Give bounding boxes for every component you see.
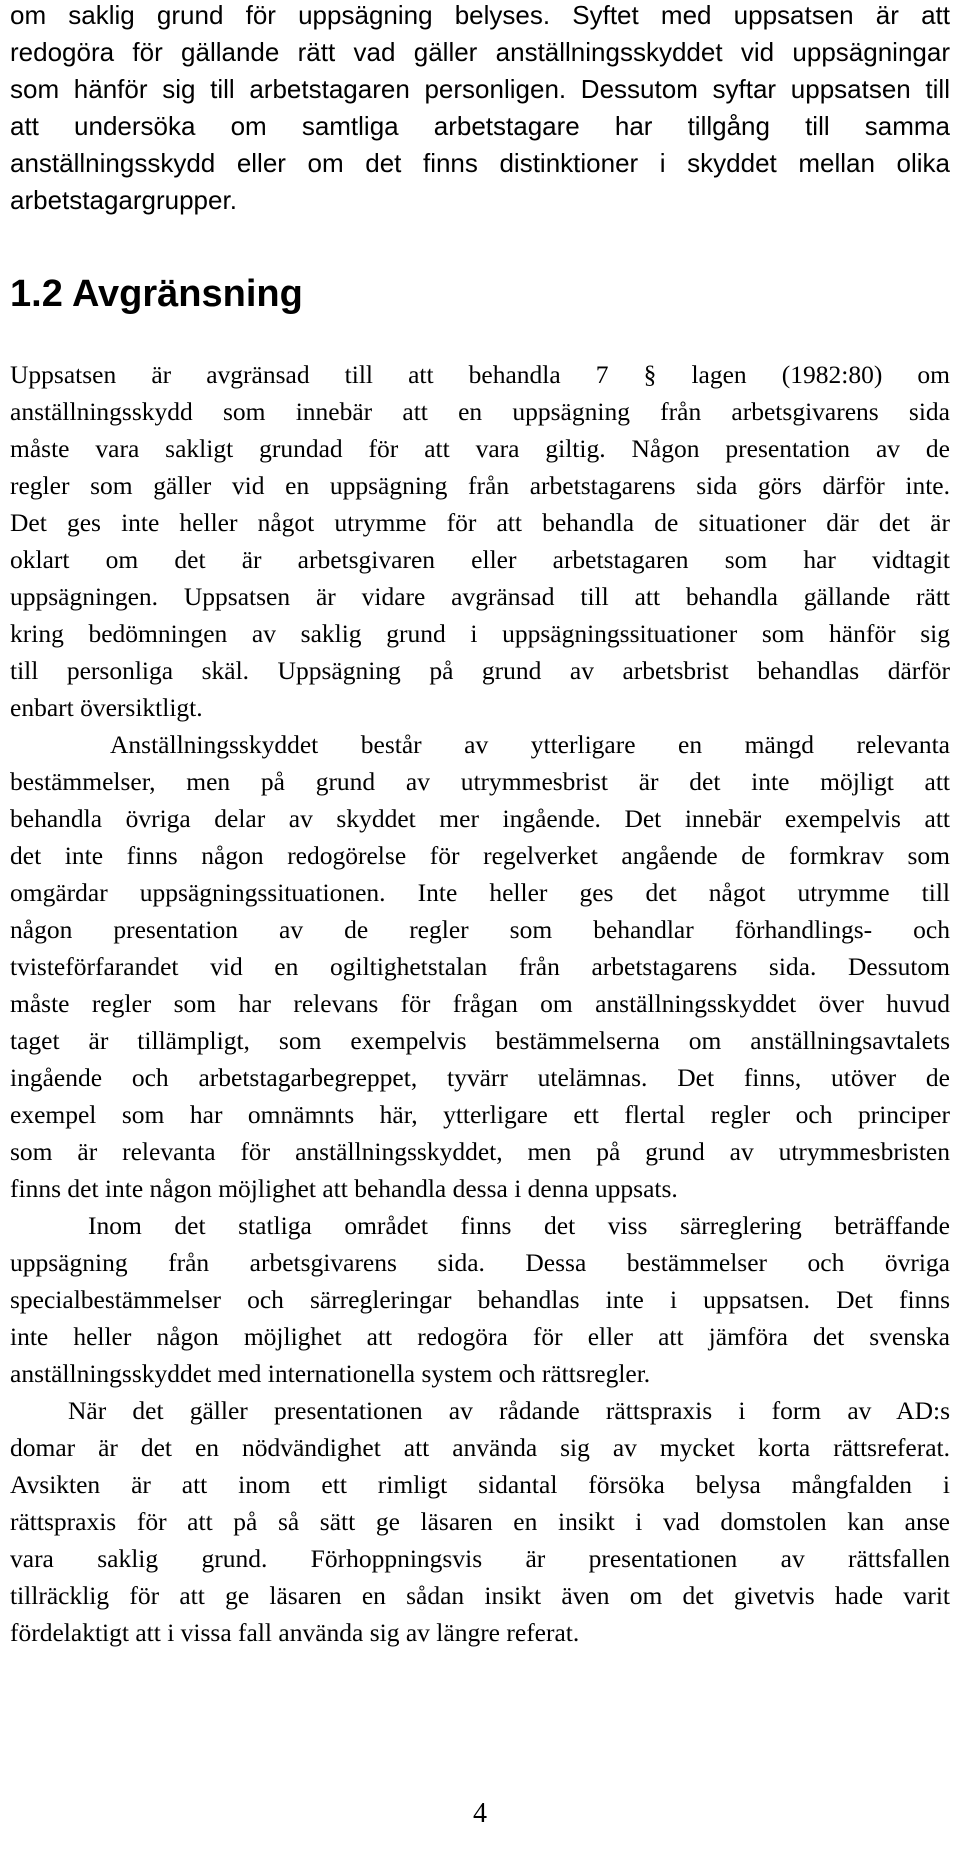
body-line: vara saklig grund. Förhoppningsvis är presentationen av rättsfallen	[10, 1544, 950, 1573]
body-line: uppsägning från arbetsgivarens sida. Dessa bestämmelser och övriga	[10, 1248, 950, 1277]
body-line: någon presentation av de regler som behandlar förhandlings- och	[10, 915, 950, 944]
body-line: anställningsskyddet med internationella system och rättsregler.	[10, 1359, 651, 1388]
body-line: tvisteförfarandet vid en ogiltighetstalan från arbetstagarens sida. Dessutom	[10, 952, 950, 981]
body-line: Det ges inte heller något utrymme för att behandla de situationer där det är	[10, 508, 950, 537]
body-line: domar är det en nödvändighet att använda sig av mycket korta rättsreferat.	[10, 1433, 950, 1462]
body-line: bestämmelser, men på grund av utrymmesbrist är det inte möjligt att	[10, 767, 950, 796]
intro-line: anställningsskydd eller om det finns distinktioner i skyddet mellan olika	[10, 148, 950, 178]
body-line: Avsikten är att inom ett rimligt sidantal försöka belysa mångfalden i	[10, 1470, 950, 1499]
body-line: som är relevanta för anställningsskyddet, men på grund av utrymmesbristen	[10, 1137, 950, 1166]
body-line: anställningsskydd som innebär att en uppsägning från arbetsgivarens sida	[10, 397, 950, 426]
intro-line: om saklig grund för uppsägning belyses. Syftet med uppsatsen är att	[10, 0, 950, 30]
body-line: behandla övriga delar av skyddet mer ingående. Det innebär exempelvis att	[10, 804, 950, 833]
body-line: enbart översiktligt.	[10, 693, 203, 722]
intro-line: som hänför sig till arbetstagaren personligen. Dessutom syftar uppsatsen till	[10, 74, 950, 104]
body-line: uppsägningen. Uppsatsen är vidare avgränsad till att behandla gällande rätt	[10, 582, 950, 611]
body-line: exempel som har omnämnts här, ytterligare ett flertal regler och principer	[10, 1100, 950, 1129]
body-line: till personliga skäl. Uppsägning på grund av arbetsbrist behandlas därför	[10, 656, 950, 685]
body-line: tillräcklig för att ge läsaren en sådan insikt även om det givetvis hade varit	[10, 1581, 950, 1610]
body-line: ingående och arbetstagarbegreppet, tyvärr utelämnas. Det finns, utöver de	[10, 1063, 950, 1092]
body-line: taget är tillämpligt, som exempelvis bestämmelserna om anställningsavtalets	[10, 1026, 950, 1055]
intro-line: arbetstagargrupper.	[10, 185, 237, 215]
body-line: måste regler som har relevans för frågan om anställningsskyddet över huvud	[10, 989, 950, 1018]
body-line: oklart om det är arbetsgivaren eller arbetstagaren som har vidtagit	[10, 545, 950, 574]
body-line: När det gäller presentationen av rådande rättspraxis i form av AD:s	[68, 1396, 950, 1425]
body-line: Uppsatsen är avgränsad till att behandla 7 § lagen (1982:80) om	[10, 360, 950, 389]
body-line: måste vara sakligt grundad för att vara giltig. Någon presentation av de	[10, 434, 950, 463]
body-line: fördelaktigt att i vissa fall använda sig av längre referat.	[10, 1618, 580, 1647]
body-line: rättspraxis för att på så sätt ge läsaren en insikt i vad domstolen kan anse	[10, 1507, 950, 1536]
body-line: specialbestämmelser och särregleringar behandlas inte i uppsatsen. Det finns	[10, 1285, 950, 1314]
body-line: det inte finns någon redogörelse för regelverket angående de formkrav som	[10, 841, 950, 870]
page-number: 4	[473, 1798, 487, 1829]
intro-line: redogöra för gällande rätt vad gäller anställningsskyddet vid uppsägningar	[10, 37, 950, 67]
body-line: kring bedömningen av saklig grund i uppsägningssituationer som hänför sig	[10, 619, 950, 648]
body-line: finns det inte någon möjlighet att behandla dessa i denna uppsats.	[10, 1174, 678, 1203]
body-line: Inom det statliga området finns det viss särreglering beträffande	[88, 1211, 950, 1240]
body-line: Anställningsskyddet består av ytterligare en mängd relevanta	[110, 730, 950, 759]
section-heading: 1.2 Avgränsning	[10, 273, 303, 315]
intro-line: att undersöka om samtliga arbetstagare har tillgång till samma	[10, 111, 950, 141]
body-line: omgärdar uppsägningssituationen. Inte heller ges det något utrymme till	[10, 878, 950, 907]
body-line: inte heller någon möjlighet att redogöra för eller att jämföra det svenska	[10, 1322, 950, 1351]
body-line: regler som gäller vid en uppsägning från arbetstagarens sida görs därför inte.	[10, 471, 950, 500]
